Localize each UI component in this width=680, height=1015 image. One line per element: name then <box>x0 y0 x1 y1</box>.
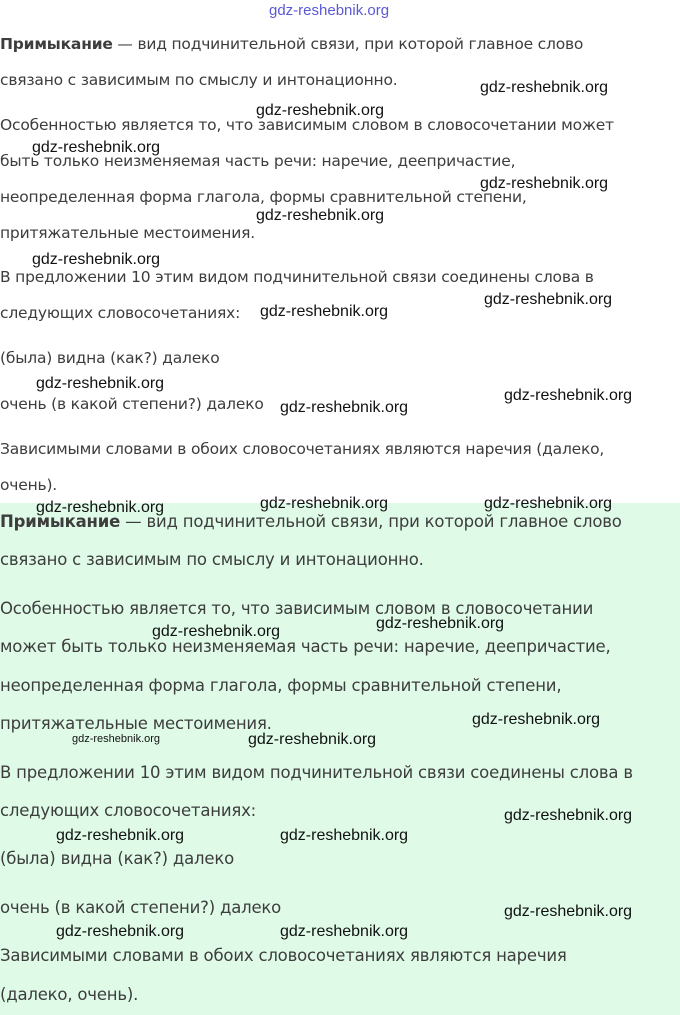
text-line: Особенностью является то, что зависимым словом в словосочетании может <box>0 116 614 134</box>
top-watermark-link[interactable]: gdz-reshebnik.org <box>269 2 390 19</box>
term-word: Примыкание <box>0 512 121 531</box>
text-line: В предложении 10 этим видом подчинительной связи соединены слова в <box>0 268 594 286</box>
watermark: gdz-reshebnik.org <box>152 623 281 640</box>
text-line: может быть только неизменяемая часть речи: наречие, деепричастие, <box>0 637 611 656</box>
watermark: gdz-reshebnik.org <box>472 711 601 728</box>
watermark: gdz-reshebnik.org <box>36 499 165 516</box>
watermark: gdz-reshebnik.org <box>32 139 161 156</box>
text-line: Особенностью является то, что зависимым словом в словосочетании <box>0 599 594 618</box>
text-line: (далеко, очень). <box>0 985 139 1004</box>
watermark: gdz-reshebnik.org <box>280 827 409 844</box>
watermark: gdz-reshebnik.org <box>280 923 409 940</box>
watermark: gdz-reshebnik.org <box>504 903 633 920</box>
watermark: gdz-reshebnik.org <box>280 399 409 416</box>
watermark: gdz-reshebnik.org <box>256 207 385 224</box>
watermark: gdz-reshebnik.org <box>56 827 185 844</box>
watermark: gdz-reshebnik.org <box>260 303 389 320</box>
text-line: Примыкание — вид подчинительной связи, при которой главное слово <box>0 512 622 531</box>
text-line: неопределенная форма глагола, формы сравнительной степени, <box>0 188 527 206</box>
text-line: очень). <box>0 476 58 494</box>
text-line: быть только неизменяемая часть речи: наречие, деепричастие, <box>0 152 516 170</box>
text-line: связано с зависимым по смыслу и интонационно. <box>0 71 398 89</box>
watermark: gdz-reshebnik.org <box>480 79 609 96</box>
watermark: gdz-reshebnik.org <box>480 175 609 192</box>
text-line: Зависимыми словами в обоих словосочетаниях являются наречия (далеко, <box>0 440 605 458</box>
watermark: gdz-reshebnik.org <box>376 615 505 632</box>
text-line: (была) видна (как?) далеко <box>0 849 234 868</box>
watermark: gdz-reshebnik.org <box>36 375 165 392</box>
text-line: следующих словосочетаниях: <box>0 304 241 322</box>
text-line: неопределенная форма глагола, формы сравнительной степени, <box>0 676 562 695</box>
text-line: очень (в какой степени?) далеко <box>0 395 264 413</box>
watermark: gdz-reshebnik.org <box>504 387 633 404</box>
watermark: gdz-reshebnik.org <box>504 807 633 824</box>
text-line: следующих словосочетаниях: <box>0 801 256 820</box>
text-line: связано с зависимым по смыслу и интонационно. <box>0 550 424 569</box>
watermark: gdz-reshebnik.org <box>256 102 385 119</box>
text-line: В предложении 10 этим видом подчинительной связи соединены слова в <box>0 763 633 782</box>
text-line: (была) видна (как?) далеко <box>0 349 220 367</box>
text-line: притяжательные местоимения. <box>0 714 272 733</box>
watermark: gdz-reshebnik.org <box>484 291 613 308</box>
watermark: gdz-reshebnik.org <box>72 733 161 745</box>
text-line: очень (в какой степени?) далеко <box>0 898 282 917</box>
watermark: gdz-reshebnik.org <box>32 251 161 268</box>
watermark: gdz-reshebnik.org <box>260 495 389 512</box>
watermark: gdz-reshebnik.org <box>248 731 377 748</box>
watermark: gdz-reshebnik.org <box>484 495 613 512</box>
watermark: gdz-reshebnik.org <box>56 923 185 940</box>
text-line: притяжательные местоимения. <box>0 224 255 242</box>
text-line: Зависимыми словами в обоих словосочетаниях являются наречия <box>0 946 567 965</box>
term-word: Примыкание <box>0 35 113 53</box>
text-line: Примыкание — вид подчинительной связи, при которой главное слово <box>0 35 584 53</box>
